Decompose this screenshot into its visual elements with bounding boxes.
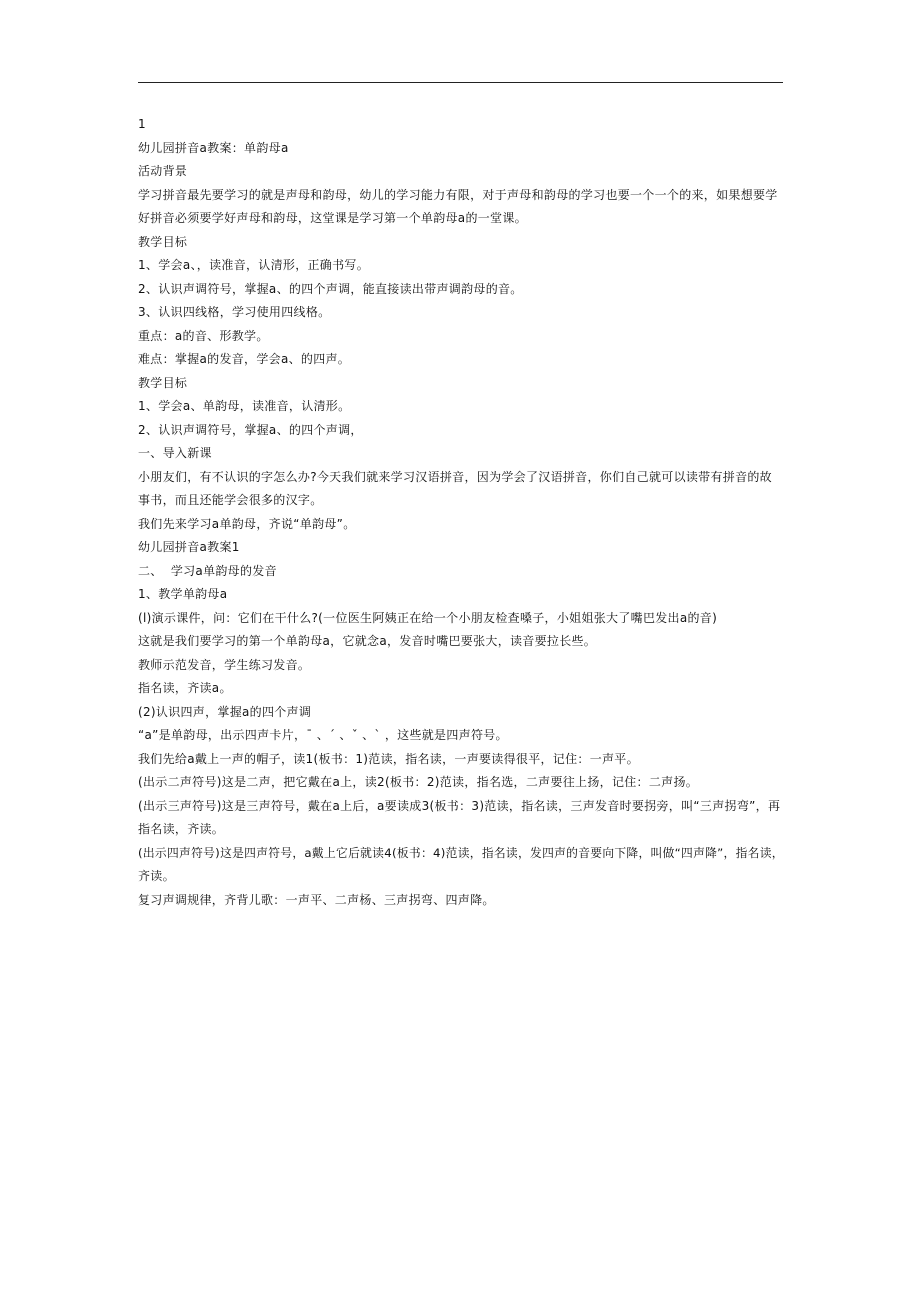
tones-line-5b: 齐读。: [138, 869, 175, 883]
subheading-tones: (2)认识四声，掌握a的四个声调: [138, 704, 312, 719]
teach-line-1: (l)演示课件，问：它们在干什么?(一位医生阿姨正在给一个小朋友检查嗓子，小姐姐张大了嘴巴发出a的音): [138, 610, 718, 625]
section-heading-part-2: 二、 学习a单韵母的发音: [138, 563, 277, 578]
page-number: 1: [138, 117, 146, 131]
paragraph-background-line-1: 学习拼音最先要学习的就是声母和韵母，幼儿的学习能力有限，对于声母和韵母的学习也要一个一个的来，如果想要学: [138, 187, 778, 202]
tones-line-4a: (出示三声符号)这是三声符号，戴在a上后，a要读成3(板书：3)范读，指名读，三声发音时要拐旁，叫“三声拐弯”，再: [138, 798, 781, 813]
paragraph-intro-line-2: 事书，而且还能学会很多的汉字。: [138, 493, 323, 507]
teach-line-4: 指名读，齐读a。: [138, 681, 232, 695]
tones-line-3: (出示二声符号)这是二声，把它戴在a上，读2(板书：2)范读，指名选，二声要往上扬，记住：二声扬。: [138, 775, 699, 789]
paragraph-background-line-2: 好拼音必须要学好声母和韵母，这堂课是学习第一个单韵母a的一堂课。: [138, 211, 527, 225]
section-heading-goals-2: 教学目标: [138, 375, 188, 390]
tones-line-4b: 指名读，齐读。: [138, 822, 225, 836]
review-line: 复习声调规律，齐背儿歌：一声平、二声杨、三声拐弯、四声降。: [138, 892, 495, 907]
goal-b-item-2: 2、认识声调符号，掌握a、的四个声调，: [138, 422, 363, 437]
goal-b-item-1: 1、学会a、单韵母，读准音，认清形。: [138, 399, 351, 413]
key-point: 重点：a的音、形教学。: [138, 328, 269, 343]
paragraph-intro-line-1: 小朋友们，有不认识的字怎么办?今天我们就来学习汉语拼音，因为学会了汉语拼音，你们自己就可以读带有拼音的故: [138, 469, 772, 484]
paragraph-intro-line-3: 我们先来学习a单韵母，齐说“单韵母”。: [138, 516, 356, 531]
document-body: [138, 113, 786, 912]
section-heading-background: 活动背景: [138, 164, 188, 178]
teach-line-3: 教师示范发音，学生练习发音。: [138, 657, 311, 672]
section-heading-intro: 一、导入新课: [138, 446, 212, 460]
tones-line-1: “a”是单韵母，出示四声卡片，ˉ 、ˊ 、ˇ 、ˋ ，这些就是四声符号。: [138, 728, 508, 742]
difficulty-point: 难点：掌握a的发音，学会a、的四声。: [138, 352, 351, 366]
teach-line-2: 这就是我们要学习的第一个单韵母a，它就念a，发音时嘴巴要张大，读音要拉长些。: [138, 634, 597, 648]
goal-item-2: 2、认识声调符号，掌握a、的四个声调，能直接读出带声调韵母的音。: [138, 281, 523, 296]
document-title: 幼儿园拼音a教案：单韵母a: [138, 140, 289, 155]
goal-item-3: 3、认识四线格，学习使用四线格。: [138, 305, 331, 319]
tones-line-2: 我们先给a戴上一声的帽子，读1(板书：1)范读，指名读，一声要读得很平，记住：一声平。: [138, 751, 639, 766]
goal-item-1: 1、学会a、，读准音，认清形，正确书写。: [138, 258, 369, 272]
tones-line-5a: (出示四声符号)这是四声符号，a戴上它后就读4(板书：4)范读，指名读，发四声的音要向下降，叫做“四声降”，指名读，: [138, 845, 784, 860]
subheading-teach: 1、教学单韵母a: [138, 587, 228, 601]
plan-label: 幼儿园拼音a教案1: [138, 540, 240, 554]
section-heading-goals: 教学目标: [138, 234, 188, 249]
header-rule: [138, 82, 783, 83]
